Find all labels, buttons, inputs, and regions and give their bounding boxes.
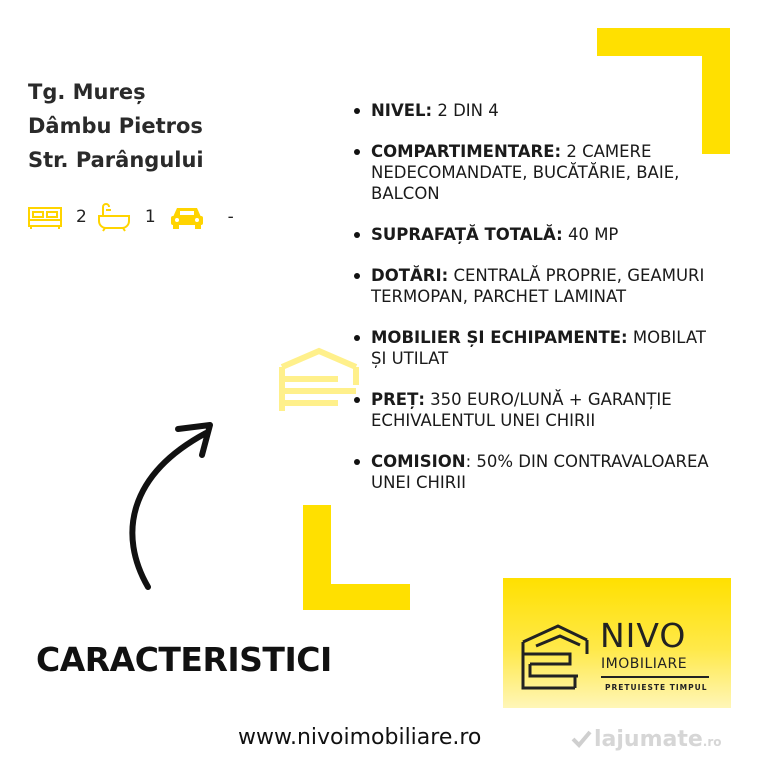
curved-arrow-icon	[108, 415, 228, 599]
parking-count: -	[227, 207, 234, 227]
website-url[interactable]: www.nivoimobiliare.ro	[238, 725, 482, 750]
car-icon	[170, 204, 204, 230]
bedrooms-count: 2	[76, 207, 87, 227]
feature-furniture: MOBILIER ȘI ECHIPAMENTE: MOBILAT ȘI UTILAT	[352, 327, 722, 369]
lajumate-watermark-icon	[570, 728, 592, 754]
feature-price: PREȚ: 350 EURO/LUNĂ + GARANȚIE ECHIVALENTUL UNEI CHIRII	[352, 389, 722, 431]
decor-bracket-bottom	[303, 584, 410, 610]
bed-icon	[28, 204, 62, 230]
feature-amenities: DOTĂRI: CENTRALĂ PROPRIE, GEAMURI TERMOPAN, PARCHET LAMINAT	[352, 265, 722, 307]
feature-area: SUPRAFAȚĂ TOTALĂ: 40 MP	[352, 224, 722, 245]
section-heading: CARACTERISTICI	[36, 640, 332, 679]
building-logo-icon	[520, 620, 590, 696]
features-list	[352, 100, 722, 513]
feature-commission: COMISION: 50% DIN CONTRAVALOAREA UNEI CHIRII	[352, 451, 722, 493]
address-street: Str. Parângului	[28, 148, 204, 172]
brand-tagline: PRETUIESTE TIMPUL	[605, 683, 708, 692]
feature-layout: COMPARTIMENTARE: 2 CAMERE NEDECOMANDATE, BUCĂTĂRIE, BAIE, BALCON	[352, 141, 722, 204]
address-city: Tg. Mureș	[28, 80, 146, 104]
address-district: Dâmbu Pietros	[28, 114, 203, 138]
bathrooms-count: 1	[144, 207, 156, 227]
amenities-row	[28, 202, 234, 232]
bathtub-icon	[97, 202, 131, 232]
brand-subtitle: IMOBILIARE	[601, 656, 688, 672]
brand-divider	[601, 676, 709, 678]
building-watermark-icon	[278, 345, 360, 419]
brand-name: NIVO	[600, 616, 687, 655]
watermark-text: lajumate.ro	[594, 727, 722, 752]
feature-level: NIVEL: 2 DIN 4	[352, 100, 722, 121]
